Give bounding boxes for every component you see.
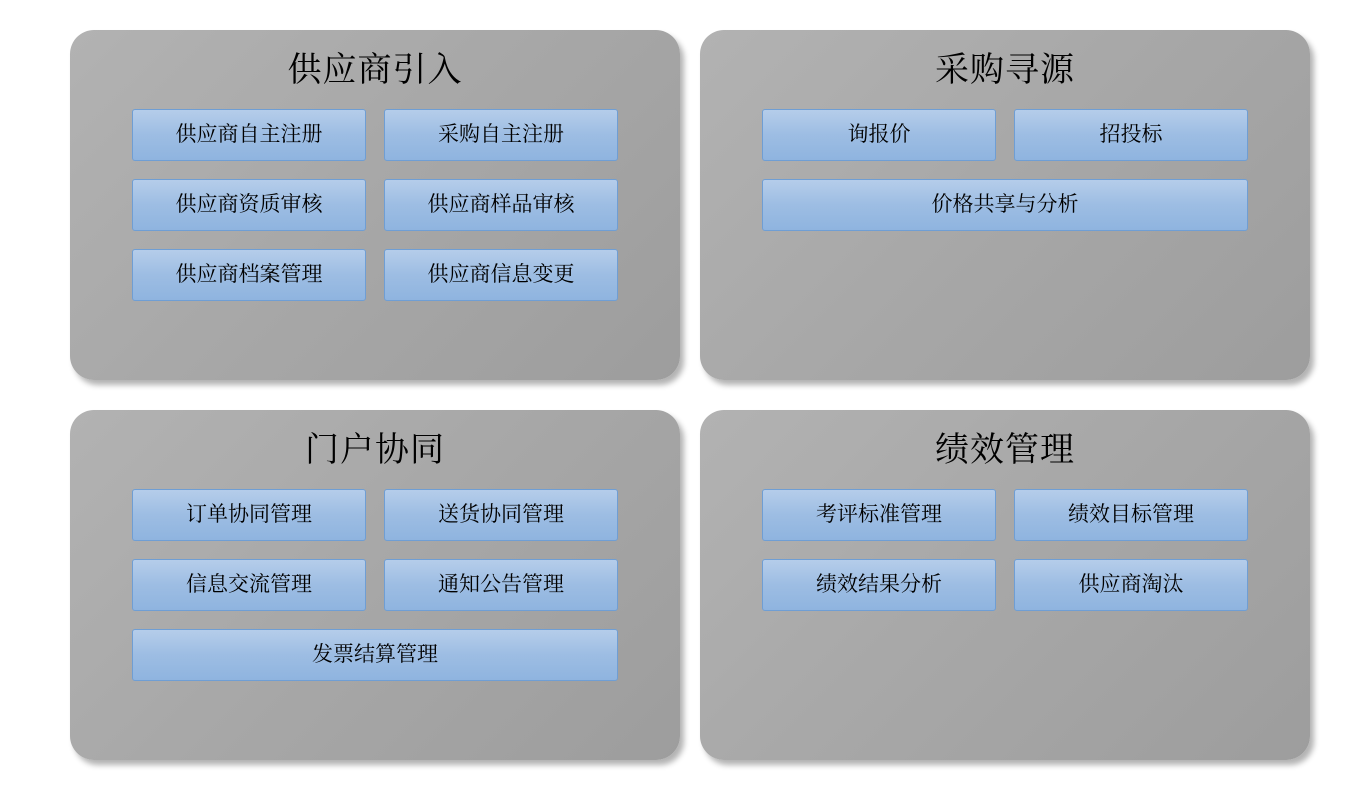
panel-title: 供应商引入 (287, 51, 463, 89)
item-box[interactable]: 供应商信息变更 (384, 249, 618, 301)
item-box[interactable]: 订单协同管理 (132, 489, 366, 541)
item-box[interactable]: 询报价 (762, 109, 996, 161)
item-box[interactable]: 招投标 (1014, 109, 1248, 161)
panel-title: 门户协同 (305, 431, 445, 469)
panel-title: 绩效管理 (935, 431, 1075, 469)
panel-grid (70, 30, 1310, 760)
item-box[interactable]: 信息交流管理 (132, 559, 366, 611)
panel-items (132, 109, 618, 301)
panel-items (132, 489, 618, 681)
item-box[interactable]: 通知公告管理 (384, 559, 618, 611)
item-box[interactable]: 价格共享与分析 (762, 179, 1248, 231)
item-box[interactable]: 供应商自主注册 (132, 109, 366, 161)
item-box[interactable]: 绩效结果分析 (762, 559, 996, 611)
item-box[interactable]: 采购自主注册 (384, 109, 618, 161)
panel-performance-management (700, 410, 1310, 760)
item-box[interactable]: 送货协同管理 (384, 489, 618, 541)
item-box[interactable]: 发票结算管理 (132, 629, 618, 681)
item-box[interactable]: 绩效目标管理 (1014, 489, 1248, 541)
panel-sourcing (700, 30, 1310, 380)
item-box[interactable]: 考评标准管理 (762, 489, 996, 541)
item-box[interactable]: 供应商样品审核 (384, 179, 618, 231)
item-box[interactable]: 供应商档案管理 (132, 249, 366, 301)
panel-portal-collaboration (70, 410, 680, 760)
panel-title: 采购寻源 (935, 51, 1075, 89)
item-box[interactable]: 供应商资质审核 (132, 179, 366, 231)
panel-items (762, 489, 1248, 611)
item-box[interactable]: 供应商淘汰 (1014, 559, 1248, 611)
panel-supplier-onboarding (70, 30, 680, 380)
panel-items (762, 109, 1248, 231)
